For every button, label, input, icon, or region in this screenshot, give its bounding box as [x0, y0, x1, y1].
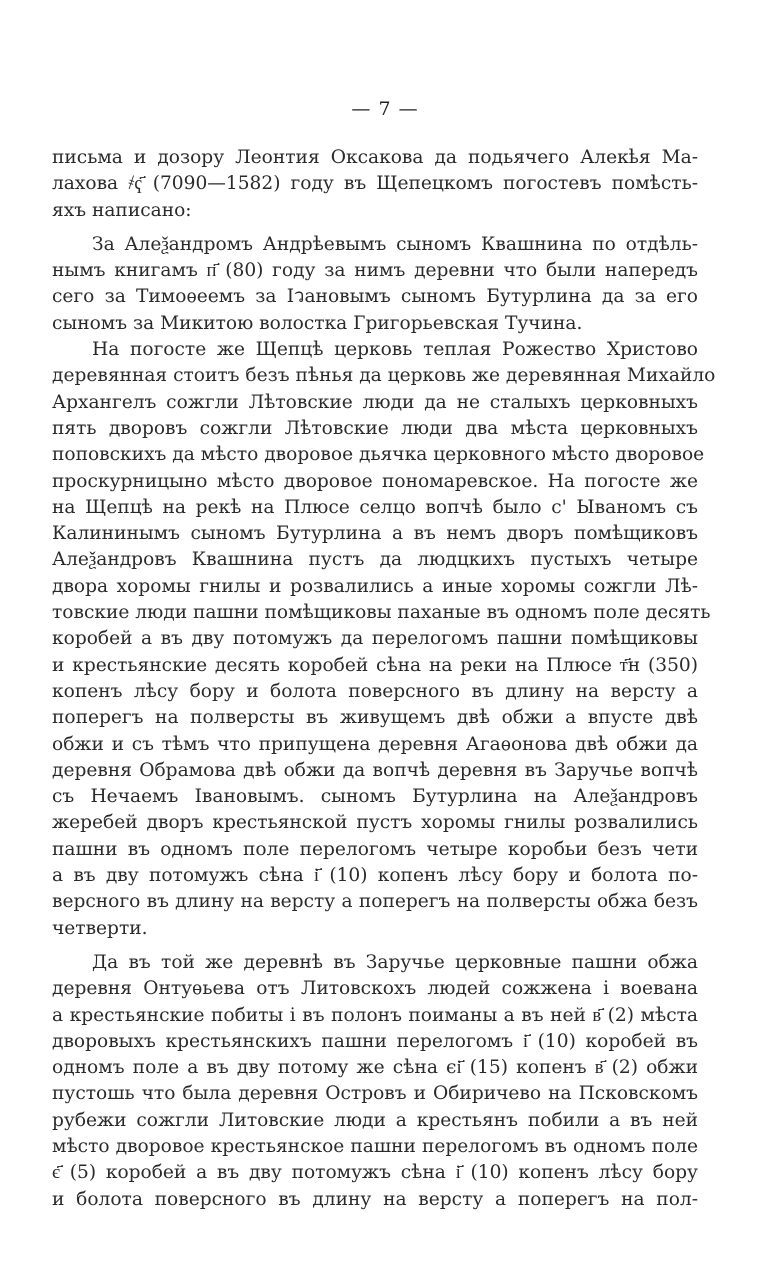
- document-body: [52, 145, 716, 1213]
- paragraph-gap: [52, 942, 698, 950]
- text-line: деревня Онтуѳьева отъ Литовскохъ людей сожжена і воевана: [52, 978, 698, 1000]
- text-line: пашни въ одномъ поле перелогомъ четыре коробьи безъ чети: [52, 838, 698, 860]
- paragraph-gap: [52, 224, 698, 232]
- text-line: сего за Тимоѳеемъ за Іวановымъ сыномъ Бутурлина да за его: [52, 286, 698, 308]
- text-line: письма и дозору Леонтия Оксакова да подьячего Алекҍя Ма-: [52, 147, 698, 168]
- paragraph: [52, 950, 698, 1213]
- text-line: рубежи сожгли Литовские люди а крестьянъ побили а въ ней: [52, 1109, 698, 1131]
- text-line: деревянная стоитъ безъ пѣнья да церковь же деревянная Михайло: [52, 365, 716, 387]
- text-line: двора хоромы гнилы и розвалились а иные хоромы сожгли Лѣ-: [52, 575, 698, 597]
- text-line: одномъ поле а въ дву потому же сѣна єі҃ (15) копенъ в҃ (2) обжи: [52, 1057, 698, 1079]
- text-line: є҃ (5) коробей а въ дву потомужъ сѣна і҃ (10) копенъ лѣсу бору: [52, 1162, 698, 1184]
- text-line: сыномъ за Микитою волостка Григорьевская Тучина.: [52, 312, 583, 334]
- text-line: а въ дву потомужъ сѣна і҃ (10) копенъ лѣсу бору и болота по-: [52, 865, 698, 887]
- text-line: За Алеѯандромъ Андрѣевымъ сыномъ Квашнина по отдѣль-: [92, 233, 698, 255]
- paragraph: [52, 145, 698, 224]
- text-line: жеребей дворъ крестьянской пустъ хоромы гнилы розвалились: [52, 812, 698, 834]
- text-line: обжи и съ тѣмъ что припущена деревня Агаѳонова двѣ обжи да: [52, 733, 698, 755]
- text-line: поповскихъ да мѣсто дворовое дьячка церковного мѣсто дворовое: [52, 444, 705, 466]
- text-line: коробей а въ дву потомужъ да перелогомъ пашни помѣщиковы: [52, 628, 698, 650]
- text-line: Калининымъ сыномъ Бутурлина а въ немъ дворъ помѣщиковъ: [52, 523, 698, 545]
- paragraph: [52, 337, 716, 942]
- text-line: Да въ той же деревнѣ въ Заручье церковные пашни обжа: [92, 951, 698, 973]
- text-line: а крестьянские побиты і въ полонъ поиманы а въ ней в҃ (2) мѣста: [52, 1004, 698, 1026]
- text-line: Архангелъ сожгли Лѣтовские люди да не сталыхъ церковныхъ: [52, 391, 698, 413]
- text-line: съ Нечаемъ Івановымъ. сыномъ Бутурлина на Алеѯандровъ: [52, 786, 698, 808]
- text-line: и болота поверсного въ длину на версту а поперегъ на пол-: [52, 1188, 698, 1210]
- text-line: Алеѯандровъ Квашнина пустъ да людцкихъ пустыхъ четыре: [52, 549, 698, 571]
- text-line: На погосте же Щепцѣ церковь теплая Рожество Христово: [92, 339, 698, 361]
- text-line: яхъ написано:: [52, 199, 192, 221]
- text-line: товские люди пашни помѣщиковы паханые въ одномъ поле десять: [52, 602, 711, 624]
- text-line: на Щепцѣ на рекѣ на Плюсе селцо вопчѣ было с' Ываномъ съ: [52, 496, 698, 518]
- text-line: версного въ длину на версту а поперегъ на полверсты обжа безъ: [52, 891, 698, 913]
- text-line: пустошь что была деревня Островъ и Обиричево на Псковскомъ: [52, 1083, 698, 1105]
- text-line: деревня Обрамова двѣ обжи да вопчѣ деревня въ Заручье вопчѣ: [52, 759, 698, 781]
- text-line: нымъ книгамъ п҃ (80) году за нимъ деревни что были напередъ: [52, 260, 698, 282]
- page-number: — 7 —: [351, 98, 419, 120]
- text-line: лахова ҂ҁ҃ (7090—1582) году въ Щепецкомъ погостевъ помѣсть-: [52, 173, 698, 195]
- text-line: проскурницыно мѣсто дворовое пономаревское. На погосте же: [52, 470, 698, 492]
- text-line: поперегъ на полверсты въ живущемъ двѣ обжи а впусте двѣ: [52, 707, 698, 729]
- paragraph: [52, 232, 698, 337]
- text-line: мѣсто дворовое крестьянское пашни перелогомъ въ одномъ поле: [52, 1135, 698, 1157]
- text-line: копенъ лѣсу бору и болота поверсного въ длину на версту а: [52, 680, 698, 702]
- text-line: дворовыхъ крестьянскихъ пашни перелогомъ і҃ (10) коробей въ: [52, 1030, 698, 1052]
- text-line: четверти.: [52, 917, 148, 939]
- text-line: и крестьянские десять коробей сѣна на реки на Плюсе т҃н (350): [52, 654, 698, 676]
- text-line: пять дворовъ сожгли Лѣтовские люди два мѣста церковныхъ: [52, 417, 698, 439]
